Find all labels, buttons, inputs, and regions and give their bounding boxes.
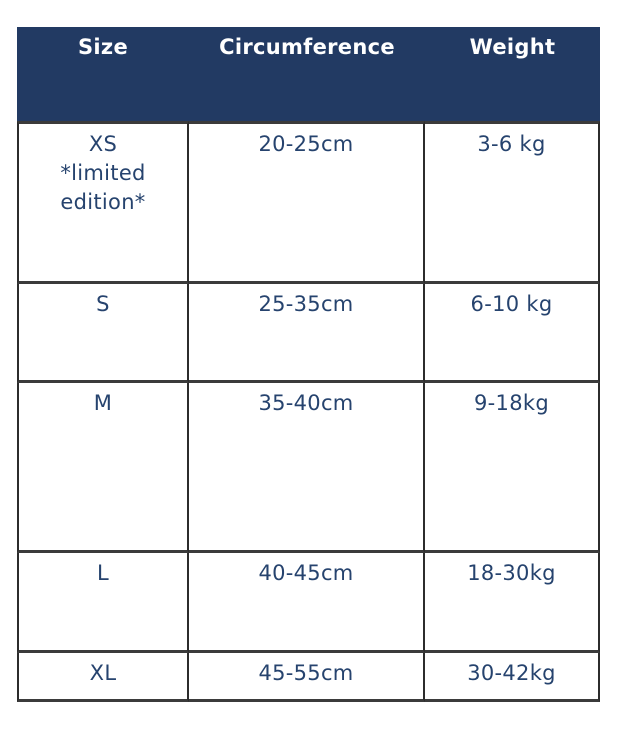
cell-s-circumference: 25-35cm [189, 284, 425, 383]
cell-xl-circumference: 45-55cm [189, 653, 425, 702]
cell-xl-size: XL [17, 653, 189, 702]
cell-xs-weight: 3-6 kg [425, 121, 600, 284]
cell-l-size: L [17, 553, 189, 653]
column-header-size: Size [17, 27, 189, 121]
cell-xs-circumference: 20-25cm [189, 121, 425, 284]
cell-m-size: M [17, 383, 189, 553]
cell-s-weight: 6-10 kg [425, 284, 600, 383]
cell-m-weight: 9-18kg [425, 383, 600, 553]
size-chart-table [17, 27, 600, 702]
column-header-weight: Weight [425, 27, 600, 121]
cell-l-weight: 18-30kg [425, 553, 600, 653]
limited-edition-note: *limited edition* [60, 161, 146, 214]
cell-xl-weight: 30-42kg [425, 653, 600, 702]
size-label: XS [88, 132, 118, 156]
cell-xs-size [17, 121, 189, 284]
cell-s-size: S [17, 284, 189, 383]
column-header-circumference: Circumference [189, 27, 425, 121]
cell-m-circumference: 35-40cm [189, 383, 425, 553]
cell-l-circumference: 40-45cm [189, 553, 425, 653]
